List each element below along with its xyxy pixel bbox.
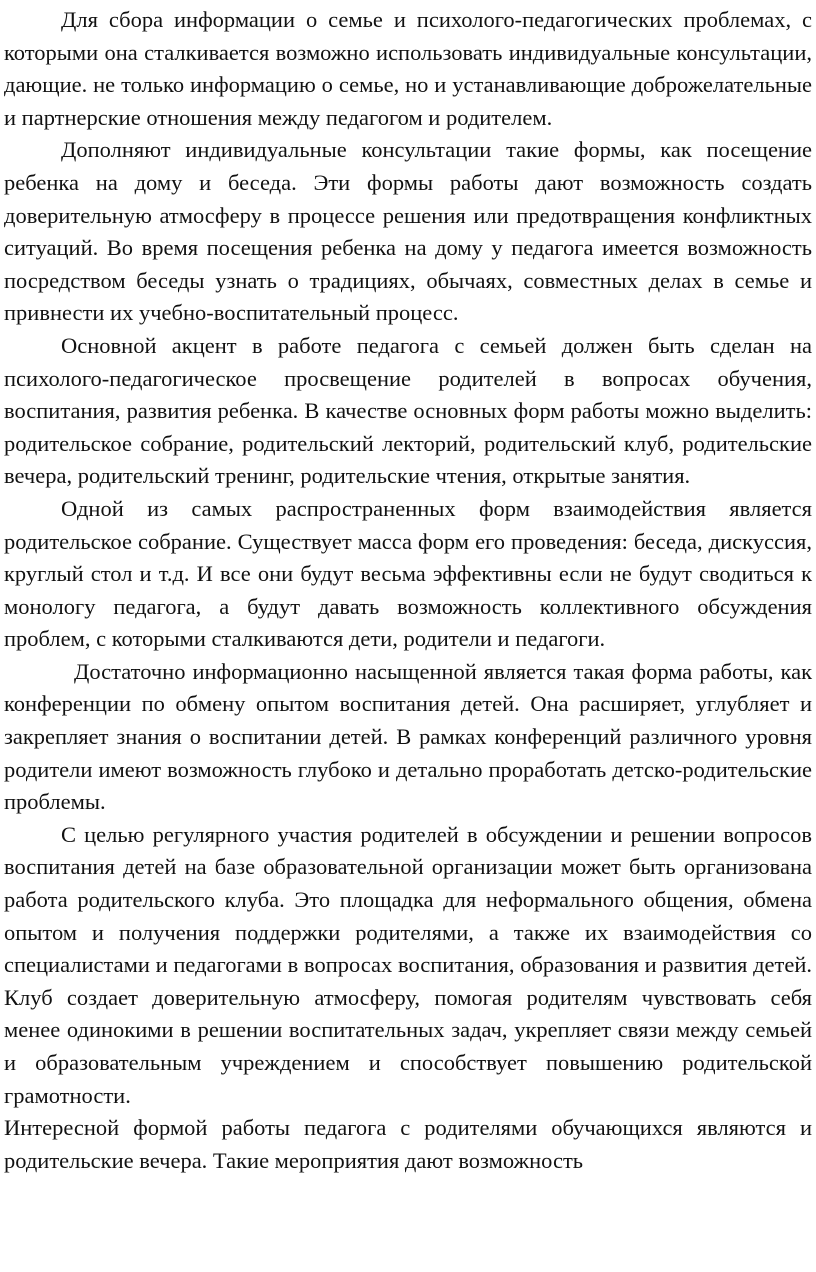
paragraph-parent-meeting: Одной из самых распространенных форм взаимодействия является родительское собрание. Существует масса форм его проведения: беседа, дискуссия, круглый стол и т.д. И все они будут весьма эффективны если не будут сводиться к монологу педагога, а будут давать возможность коллективного обсуждения проблем, с которыми сталкиваются дети, родители и педагоги. [4,495,812,652]
paragraph-conferences: Достаточно информационно насыщенной является такая форма работы, как конференции по обмену опытом воспитания детей. Она расширяет, углубляет и закрепляет знания о воспитании детей. В рамках конференций различного уровня родители имеют возможность глубоко и детально проработать детско-родительские проблемы. [4,658,812,815]
paragraph-home-visits: Дополняют индивидуальные консультации такие формы, как посещение ребенка на дому и беседа. Эти формы работы дают возможность создать доверительную атмосферу в процессе решения или предотвращения конфликтных ситуаций. Во время посещения ребенка на дому у педагога имеется возможность посредством беседы узнать о традициях, обычаях, совместных делах в семье и привнести их учебно-воспитательный процесс. [4,137,812,326]
paragraph-parent-club: С целью регулярного участия родителей в обсуждении и решении вопросов воспитания детей на базе образовательной организации может быть организована работа родительского клуба. Это площадка для неформального общения, обмена опытом и получения поддержки родителями, а также их взаимодействия со специалистами и педагогами в вопросах воспитания, образования и развития детей. Клуб создает доверительную атмосферу, помогая родителям чувствовать себя менее одинокими в решении воспитательных задач, укрепляет связи между семьей и образовательным учреждением и способствует повышению родительской грамотности. [4,821,812,1108]
paragraph-information-gathering: Для сбора информации о семье и психолого-педагогических проблемах, с которыми она сталкивается возможно использовать индивидуальные консультации, дающие. не только информацию о семье, но и устанавливающие доброжелательные и партнерские отношения между педагогом и родителем. [4,7,812,130]
paragraph-parent-evenings: Интересной формой работы педагога с родителями обучающихся являются и родительские вечера. Такие мероприятия дают возможность [4,1115,812,1173]
paragraph-main-focus: Основной акцент в работе педагога с семьей должен быть сделан на психолого-педагогическое просвещение родителей в вопросах обучения, воспитания, развития ребенка. В качестве основных форм работы можно выделить: родительское собрание, родительский лекторий, родительский клуб, родительские вечера, родительский тренинг, родительские чтения, открытые занятия. [4,332,812,489]
